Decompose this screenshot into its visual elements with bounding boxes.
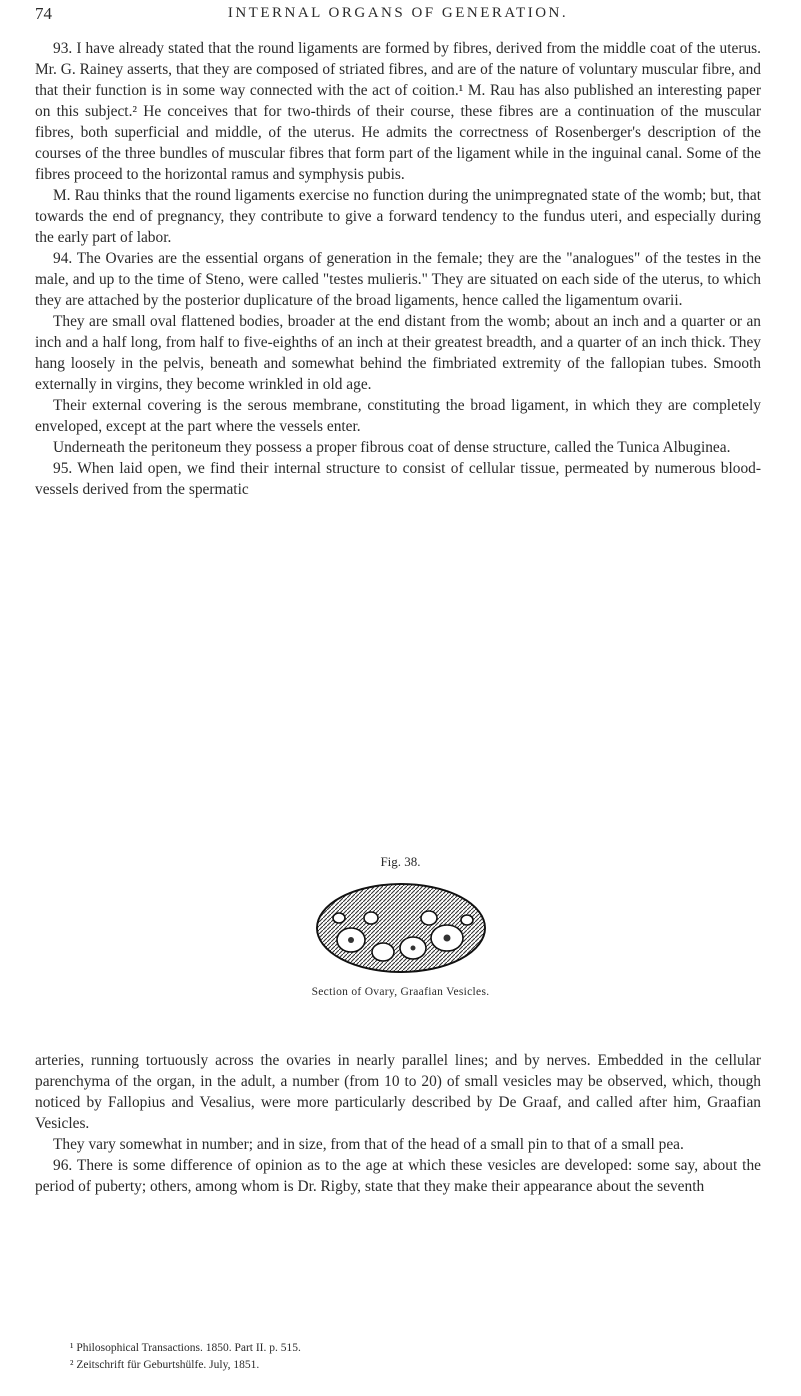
- body-text-lower: [35, 1050, 761, 1197]
- paragraph-95-size: They vary somewhat in number; and in size, from that of the head of a small pin to that of a small pea.: [53, 1136, 684, 1153]
- figure-38: [0, 854, 801, 998]
- paragraph-94-covering: Their external covering is the serous membrane, constituting the broad ligament, in which they are completely enveloped, except at the part where the vessels enter.: [35, 397, 761, 435]
- paragraph-94-description: They are small oval flattened bodies, broader at the end distant from the womb; about an inch and a quarter or an inch and a half long, from half to five-eighths of an inch at their greatest breadth, and a quarter of an inch thick. They hang loosely in the pelvis, beneath and somewhat behind the fimbriated extremity of the fallopian tubes. Smooth externally in virgins, they become wrinkled in old age.: [35, 313, 761, 393]
- body-text-upper: [35, 38, 761, 500]
- figure-label: Fig. 38.: [380, 854, 421, 869]
- figure-caption: Section of Ovary, Graafian Vesicles.: [311, 986, 490, 998]
- footnotes: [70, 1340, 761, 1374]
- paragraph-95-continued: arteries, running tortuously across the ovaries in nearly parallel lines; and by nerves. Embedded in the cellular parenchyma of the organ, in the adult, a number (from 10 to 20) of small vesicles may be observed, which, though noticed by Fallopius and Vesalius, were more particularly described by De Graaf, and called after him, Graafian Vesicles.: [35, 1052, 761, 1132]
- footnote-1: ¹ Philosophical Transactions. 1850. Part II. p. 515.: [70, 1342, 301, 1354]
- running-head: INTERNAL ORGANS OF GENERATION.: [227, 5, 569, 21]
- page-number: 74: [35, 4, 52, 23]
- ovary-section-illustration: [311, 878, 491, 978]
- footnote-2: ² Zeitschrift für Geburtshülfe. July, 1851.: [70, 1359, 260, 1371]
- paragraph-93-rau: M. Rau thinks that the round ligaments exercise no function during the unimpregnated state of the womb; but, that towards the end of pregnancy, they contribute to give a forward tendency to the fundus uteri, and especially during the early part of labor.: [35, 187, 761, 246]
- paragraph-94-ovaries: 94. The Ovaries are the essential organs of generation in the female; they are the "analogues" of the testes in the male, and up to the time of Steno, were called "testes mulieris." They are situated on each side of the uterus, to which they are attached by the posterior duplicature of the broad ligaments, hence called the ligamentum ovarii.: [35, 250, 761, 309]
- paragraph-93-round-ligaments: 93. I have already stated that the round ligaments are formed by fibres, derived from the middle coat of the uterus. Mr. G. Rainey asserts, that they are composed of striated fibres, and are of the nature of voluntary muscular fibre, and that their function is in some way connected with the act of coition.¹ M. Rau has also published an interesting paper on this subject.² He conceives that for two-thirds of their course, these fibres are a continuation of the muscular fibres, both superficial and middle, of the uterus. He admits the correctness of Rosenberger's description of the courses of the three bundles of muscular fibres that form part of the ligament while in the inguinal canal. Some of the fibres proceed to the horizontal ramus and symphysis pubis.: [35, 40, 761, 183]
- paragraph-95-start: 95. When laid open, we find their internal structure to consist of cellular tissue, permeated by numerous blood-vessels derived from the spermatic: [35, 460, 761, 498]
- paragraph-96: 96. There is some difference of opinion as to the age at which these vesicles are developed: some say, about the period of puberty; others, among whom is Dr. Rigby, state that they make their appearance about the seventh: [35, 1157, 761, 1195]
- page-header: [35, 4, 761, 30]
- paragraph-94-tunica: Underneath the peritoneum they possess a proper fibrous coat of dense structure, called the Tunica Albuginea.: [53, 439, 731, 456]
